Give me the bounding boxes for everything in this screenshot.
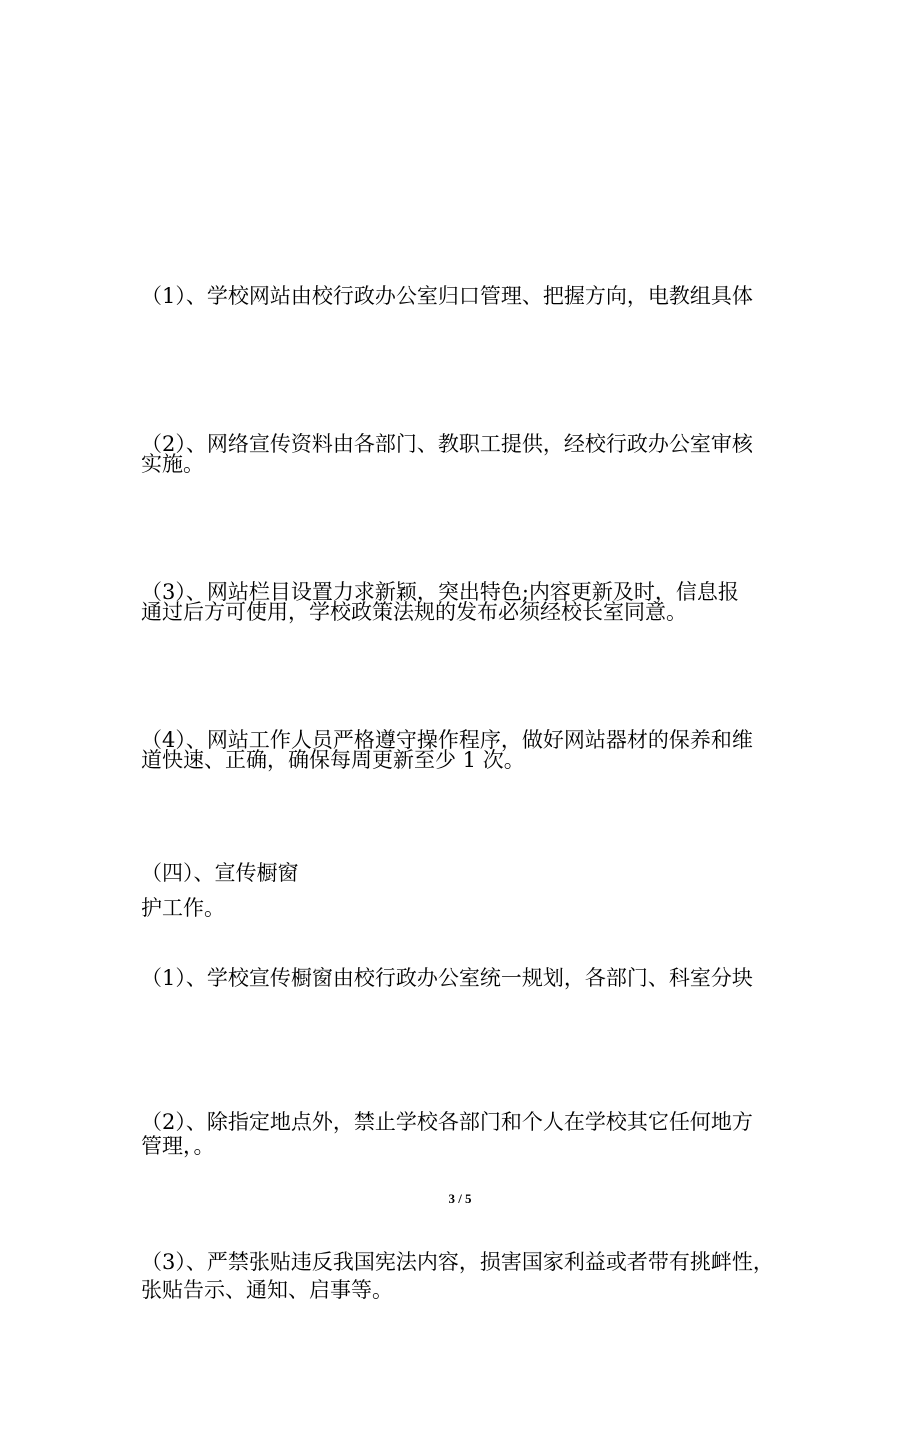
paragraph-line: （3）、网站栏目设置力求新颖，突出特色;内容更新及时，信息报 xyxy=(141,580,739,604)
paragraph-line: （1）、学校宣传橱窗由校行政办公室统一规划，各部门、科室分块 xyxy=(141,966,753,990)
paragraph-line: （2）、除指定地点外，禁止学校各部门和个人在学校其它任何地方 xyxy=(141,1110,753,1134)
paragraph-line: 管理，。 xyxy=(141,1134,215,1158)
paragraph-line: 护工作。 xyxy=(141,896,225,920)
paragraph-line: （3）、严禁张贴违反我国宪法内容，损害国家利益或者带有挑衅性， xyxy=(141,1250,774,1274)
heading-line: （四）、宣传橱窗 xyxy=(141,861,299,885)
paragraph-line: （4）、网站工作人员严格遵守操作程序，做好网站器材的保养和维 xyxy=(141,728,753,752)
paragraph-line: （1）、学校网站由校行政办公室归口管理、把握方向，电教组具体 xyxy=(141,284,753,308)
paragraph-line: （2）、网络宣传资料由各部门、教职工提供，经校行政办公室审核 xyxy=(141,432,753,456)
paragraph-line: 道快速、正确，确保每周更新至少 1 次。 xyxy=(141,748,525,772)
paragraph-line: 通过后方可使用，学校政策法规的发布必须经校长室同意。 xyxy=(141,600,687,624)
paragraph-7 xyxy=(141,1122,783,1402)
page-number: 3 / 5 xyxy=(448,1191,472,1206)
paragraph-line: 实施。 xyxy=(141,452,204,476)
paragraph-line: 张贴告示、通知、启事等。 xyxy=(141,1278,393,1302)
